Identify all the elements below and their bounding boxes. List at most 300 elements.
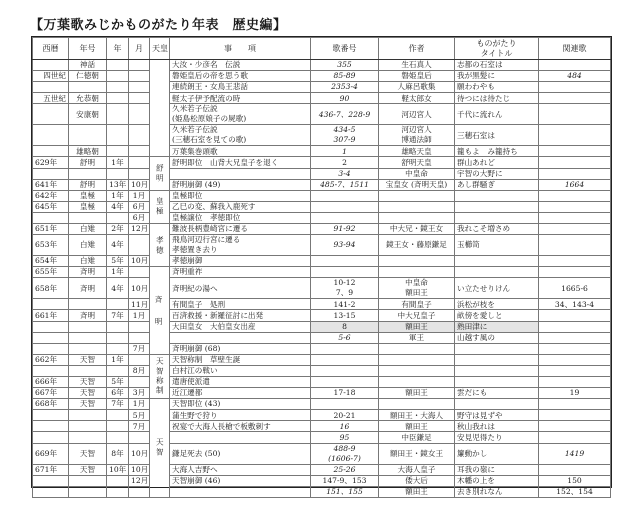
cell-text: 4年	[111, 283, 124, 293]
header-emperor	[150, 38, 170, 60]
cell-text: 安見児得たり	[457, 432, 503, 442]
cell-month	[129, 388, 150, 399]
cell-poem-number	[311, 235, 379, 256]
cell-author	[379, 93, 455, 104]
cell-text: 斉明	[79, 283, 96, 293]
cell-poem-number	[311, 332, 379, 343]
cell-text: 13年	[109, 179, 127, 189]
cell-month	[129, 267, 150, 278]
cell-story-title	[455, 212, 539, 223]
cell-text: 四世紀	[43, 71, 66, 81]
cell-poem-number	[311, 388, 379, 399]
cell-text: 山越す風の	[457, 332, 495, 342]
cell-event	[170, 410, 311, 421]
cell-text: 307-9	[333, 135, 356, 145]
header-author	[379, 38, 455, 60]
cell-poem-number	[311, 125, 379, 146]
cell-text: 孝徳崩御	[172, 256, 203, 266]
cell-month	[129, 354, 150, 365]
cell-story-title	[455, 399, 539, 410]
cell-text: 孝徳置き去り	[172, 245, 218, 255]
emperor-cell	[150, 60, 170, 157]
cell-era-name	[69, 146, 107, 157]
cell-text: 乙巳の変、蘇我入鹿死す	[172, 202, 256, 212]
cell-text: 6月	[132, 213, 146, 223]
cell-text: 1665-6	[561, 283, 588, 293]
table-row	[33, 365, 611, 376]
cell-author	[379, 104, 455, 125]
cell-event	[170, 146, 311, 157]
cell-poem-number	[311, 60, 379, 71]
cell-text: 5月	[132, 410, 146, 420]
cell-author	[379, 421, 455, 432]
cell-era-name	[69, 212, 107, 223]
cell-text: 有間皇子 処刑	[172, 299, 226, 309]
cell-text: 1	[342, 146, 347, 156]
cell-month	[129, 235, 150, 256]
cell-western-year	[33, 310, 69, 321]
cell-era-name	[69, 93, 107, 104]
cell-era-name	[69, 388, 107, 399]
cell-story-title	[455, 388, 539, 399]
cell-era-name	[69, 475, 107, 486]
cell-text: 志都の石室は	[457, 60, 503, 70]
cell-text: あし群騒ぎ	[457, 179, 495, 189]
cell-related-poems	[539, 157, 611, 168]
cell-month	[129, 201, 150, 212]
cell-event	[170, 464, 311, 475]
cell-western-year	[33, 321, 69, 332]
emperor-label: 皇極	[155, 197, 165, 217]
header-text: 月	[135, 43, 143, 53]
cell-event	[170, 421, 311, 432]
cell-western-year	[33, 201, 69, 212]
table-row	[33, 125, 611, 146]
cell-text: 10月	[131, 179, 149, 189]
cell-text: 安康朝	[76, 109, 99, 119]
cell-text: 蒲生野で狩り	[172, 410, 218, 420]
cell-text: 1664	[564, 179, 585, 189]
cell-era-name	[69, 190, 107, 201]
cell-author	[379, 475, 455, 486]
cell-text: 舒明	[79, 179, 96, 189]
cell-text: 大海人皇子	[397, 464, 436, 474]
table-row	[33, 179, 611, 190]
cell-year	[107, 399, 129, 410]
cell-related-poems	[539, 212, 611, 223]
cell-event	[170, 486, 311, 497]
cell-poem-number	[311, 399, 379, 410]
cell-text: 額田王	[405, 321, 428, 331]
cell-text: 4年	[111, 202, 124, 212]
table-row	[33, 157, 611, 168]
cell-text: 鎌足死去 (50)	[172, 448, 221, 458]
cell-poem-number	[311, 82, 379, 93]
cell-text: 磐姫皇后の帝を思う歌	[172, 71, 248, 81]
emperor-label: 明	[154, 316, 165, 326]
cell-western-year	[33, 421, 69, 432]
cell-month	[129, 212, 150, 223]
cell-text: 16	[339, 421, 350, 431]
cell-text: 白雉	[79, 240, 96, 250]
cell-poem-number	[311, 410, 379, 421]
cell-text: 宇智の大野に	[457, 168, 503, 178]
cell-event	[170, 475, 311, 486]
cell-year	[107, 321, 129, 332]
cell-event	[170, 71, 311, 82]
cell-text: 655年	[35, 267, 58, 277]
cell-story-title	[455, 475, 539, 486]
cell-western-year	[33, 82, 69, 93]
cell-text: 666年	[35, 377, 58, 387]
cell-event	[170, 278, 311, 299]
cell-story-title	[455, 168, 539, 179]
cell-related-poems	[539, 399, 611, 410]
cell-story-title	[455, 104, 539, 125]
cell-related-poems	[539, 376, 611, 387]
cell-text: 斉明崩御 (68)	[172, 343, 221, 353]
cell-text: 皇極	[79, 191, 96, 200]
cell-text: 484	[567, 71, 582, 81]
cell-related-poems	[539, 146, 611, 157]
cell-story-title	[455, 235, 539, 256]
cell-text: 434-5	[333, 125, 356, 135]
cell-text: 近江遷都	[172, 388, 203, 398]
cell-author	[379, 235, 455, 256]
cell-text: 658年	[35, 283, 58, 293]
cell-author	[379, 157, 455, 168]
cell-related-poems	[539, 278, 611, 299]
cell-related-poems	[539, 410, 611, 421]
cell-text: 耳我の嶺に	[457, 464, 495, 474]
emperor-cell	[150, 190, 170, 223]
cell-text: 651年	[35, 224, 58, 234]
cell-western-year	[33, 224, 69, 235]
cell-text: 去き別れなん	[457, 486, 503, 496]
table-row	[33, 60, 611, 71]
cell-story-title	[455, 146, 539, 157]
cell-story-title	[455, 60, 539, 71]
table-row	[33, 82, 611, 93]
cell-western-year	[33, 399, 69, 410]
cell-author	[379, 60, 455, 71]
cell-month	[129, 475, 150, 486]
cell-author	[379, 332, 455, 343]
cell-month	[129, 321, 150, 332]
cell-era-name	[69, 332, 107, 343]
cell-text: 1年	[111, 191, 124, 200]
cell-author	[379, 256, 455, 267]
cell-year	[107, 310, 129, 321]
cell-text: 1年	[111, 267, 124, 277]
table-row	[33, 486, 611, 497]
cell-event	[170, 432, 311, 443]
cell-text: 額田王	[405, 421, 428, 431]
cell-poem-number	[311, 278, 379, 299]
cell-text: 大田皇女 大伯皇女出産	[172, 321, 256, 331]
cell-poem-number	[311, 464, 379, 475]
table-row	[33, 443, 611, 464]
cell-related-poems	[539, 267, 611, 278]
table-row	[33, 201, 611, 212]
cell-related-poems	[539, 421, 611, 432]
cell-era-name	[69, 354, 107, 365]
cell-story-title	[455, 267, 539, 278]
cell-year	[107, 332, 129, 343]
cell-poem-number	[311, 190, 379, 201]
cell-western-year	[33, 125, 69, 146]
cell-text: 舒明	[79, 157, 96, 167]
cell-year	[107, 354, 129, 365]
cell-month	[129, 278, 150, 299]
header-text: タイトル	[480, 48, 513, 58]
cell-event	[170, 267, 311, 278]
cell-text: 飛鳥河辺行宮に遷る	[172, 235, 241, 245]
cell-related-poems	[539, 475, 611, 486]
cell-text: 141-2	[333, 299, 356, 309]
cell-related-poems	[539, 256, 611, 267]
cell-related-poems	[539, 104, 611, 125]
cell-text: 8年	[111, 448, 124, 458]
cell-related-poems	[539, 235, 611, 256]
cell-text: 願わわやも	[457, 82, 495, 92]
cell-poem-number	[311, 343, 379, 354]
cell-related-poems	[539, 299, 611, 310]
cell-era-name	[69, 125, 107, 146]
cell-text: 93-94	[333, 240, 356, 250]
cell-related-poems	[539, 201, 611, 212]
cell-era-name	[69, 299, 107, 310]
cell-text: 人麻呂歌集	[397, 82, 436, 92]
cell-text: (三穂石室を見ての歌)	[172, 135, 247, 145]
cell-story-title	[455, 71, 539, 82]
cell-author	[379, 299, 455, 310]
cell-text: 皇極	[79, 202, 96, 212]
cell-text: い立たせりけん	[457, 283, 511, 293]
table-body	[33, 60, 611, 498]
cell-related-poems	[539, 443, 611, 464]
cell-text: 万葉集巻頭歌	[172, 146, 218, 156]
cell-text: 7年	[111, 310, 124, 320]
cell-year	[107, 168, 129, 179]
cell-text: 10-12	[333, 278, 356, 288]
cell-text: 95	[339, 432, 350, 442]
cell-text: 我れこそ増さめ	[457, 224, 511, 234]
cell-era-name	[69, 310, 107, 321]
cell-text: 5年	[111, 377, 124, 387]
cell-month	[129, 125, 150, 146]
cell-era-name	[69, 410, 107, 421]
cell-text: 中大兄・鏡王女	[389, 224, 444, 234]
cell-text: 667年	[35, 388, 58, 398]
cell-western-year	[33, 388, 69, 399]
cell-story-title	[455, 376, 539, 387]
cell-poem-number	[311, 212, 379, 223]
cell-event	[170, 388, 311, 399]
table-row	[33, 93, 611, 104]
cell-story-title	[455, 343, 539, 354]
cell-text: 5年	[111, 256, 124, 266]
page-title: 【万葉歌みじかものがたり年表 歴史編】	[30, 18, 287, 33]
cell-era-name	[69, 443, 107, 464]
cell-text: 2年	[111, 224, 124, 234]
cell-text: 五世紀	[43, 93, 66, 103]
table-row	[33, 104, 611, 125]
cell-text: 斉明重祚	[172, 267, 203, 277]
cell-text: 雲だにも	[457, 388, 488, 398]
cell-era-name	[69, 256, 107, 267]
cell-text: 天智称制 草壁生誕	[172, 355, 241, 365]
table-row	[33, 464, 611, 475]
cell-month	[129, 410, 150, 421]
cell-text: 簾動かし	[457, 448, 488, 458]
cell-text: 皇極譲位 孝徳即位	[172, 213, 241, 223]
cell-text: 3-4	[338, 168, 351, 178]
cell-text: 軽太郎女	[401, 93, 432, 103]
cell-text: 百済救援・新羅征討に出発	[172, 310, 264, 320]
emperor-cell	[150, 267, 170, 355]
cell-text: 13-15	[333, 310, 356, 320]
cell-year	[107, 212, 129, 223]
cell-related-poems	[539, 310, 611, 321]
cell-month	[129, 71, 150, 82]
cell-text: 畝傍を愛しと	[457, 310, 503, 320]
cell-text: 629年	[35, 157, 58, 167]
cell-era-name	[69, 321, 107, 332]
cell-text: 斉明	[79, 267, 96, 277]
cell-text: 野守は見ずや	[457, 410, 503, 420]
cell-era-name	[69, 82, 107, 93]
cell-year	[107, 125, 129, 146]
cell-text: 7月	[132, 343, 146, 353]
cell-related-poems	[539, 179, 611, 190]
cell-event	[170, 168, 311, 179]
cell-text: 中臣鎌足	[401, 432, 432, 442]
table-row	[33, 343, 611, 354]
cell-era-name	[69, 399, 107, 410]
cell-text: 有間皇子	[401, 299, 432, 309]
emperor-cell	[150, 354, 170, 398]
cell-story-title	[455, 332, 539, 343]
cell-text: 木幡の上を	[457, 475, 495, 485]
cell-author	[379, 168, 455, 179]
table-row	[33, 332, 611, 343]
cell-text: 河辺宮人	[401, 125, 432, 135]
cell-related-poems	[539, 224, 611, 235]
cell-text: 7年	[111, 399, 124, 409]
cell-poem-number	[311, 168, 379, 179]
cell-year	[107, 71, 129, 82]
cell-author	[379, 376, 455, 387]
cell-event	[170, 212, 311, 223]
cell-text: 436-7、228-9	[318, 109, 371, 119]
cell-text: 白村江の戦い	[172, 366, 218, 376]
table-row	[33, 310, 611, 321]
header-western-year	[33, 38, 69, 60]
header-text: 歌番号	[332, 43, 357, 53]
cell-story-title	[455, 410, 539, 421]
cell-year	[107, 343, 129, 354]
cell-western-year	[33, 464, 69, 475]
cell-text: 中大兄皇子	[397, 310, 436, 320]
cell-event	[170, 365, 311, 376]
cell-story-title	[455, 278, 539, 299]
cell-text: 中皇命	[405, 168, 428, 178]
cell-poem-number	[311, 146, 379, 157]
cell-story-title	[455, 432, 539, 443]
cell-author	[379, 432, 455, 443]
cell-author	[379, 343, 455, 354]
cell-story-title	[455, 82, 539, 93]
header-month	[129, 38, 150, 60]
cell-text: 11月	[131, 299, 149, 309]
cell-text: 斉明紀の湯へ	[172, 283, 218, 293]
cell-text: 1年	[111, 355, 124, 365]
cell-poem-number	[311, 71, 379, 82]
cell-month	[129, 376, 150, 387]
cell-event	[170, 332, 311, 343]
cell-year	[107, 299, 129, 310]
emperor-label: 天智	[155, 438, 165, 458]
cell-text: 軽太子伊予配流の時	[172, 93, 241, 103]
table-row	[33, 299, 611, 310]
cell-year	[107, 201, 129, 212]
cell-related-poems	[539, 332, 611, 343]
cell-western-year	[33, 365, 69, 376]
cell-author	[379, 125, 455, 146]
cell-poem-number	[311, 224, 379, 235]
cell-era-name	[69, 179, 107, 190]
table-row	[33, 321, 611, 332]
cell-era-name	[69, 157, 107, 168]
cell-text: 2	[342, 157, 347, 167]
cell-text: 斉明	[79, 310, 96, 320]
cell-text: 25-26	[333, 464, 356, 474]
cell-text: 籠もよ み籠持ち	[457, 146, 518, 156]
table-row	[33, 235, 611, 256]
cell-text: 10月	[131, 283, 149, 293]
table-row	[33, 190, 611, 201]
cell-text: 我が黒髪に	[457, 71, 495, 81]
table-row	[33, 388, 611, 399]
cell-author	[379, 410, 455, 421]
cell-text: 雄略天皇	[401, 146, 432, 156]
cell-story-title	[455, 443, 539, 464]
cell-story-title	[455, 354, 539, 365]
cell-text: 17-18	[333, 388, 356, 398]
cell-year	[107, 146, 129, 157]
cell-poem-number	[311, 157, 379, 168]
cell-month	[129, 190, 150, 201]
cell-text: 難波長柄豊崎宮に遷る	[172, 224, 248, 234]
cell-poem-number	[311, 421, 379, 432]
cell-era-name	[69, 224, 107, 235]
cell-text: 群山あれど	[457, 157, 495, 167]
header-related-poems	[539, 38, 611, 60]
cell-text: 宝皇女 (斉明天皇)	[385, 179, 448, 189]
cell-western-year	[33, 60, 69, 71]
cell-poem-number	[311, 256, 379, 267]
cell-related-poems	[539, 93, 611, 104]
table-row	[33, 432, 611, 443]
cell-story-title	[455, 321, 539, 332]
cell-text: 1年	[111, 157, 124, 167]
cell-text: 額田王	[405, 288, 428, 298]
cell-text: 大海人吉野へ	[172, 464, 218, 474]
cell-related-poems	[539, 125, 611, 146]
table-row	[33, 71, 611, 82]
cell-western-year	[33, 71, 69, 82]
